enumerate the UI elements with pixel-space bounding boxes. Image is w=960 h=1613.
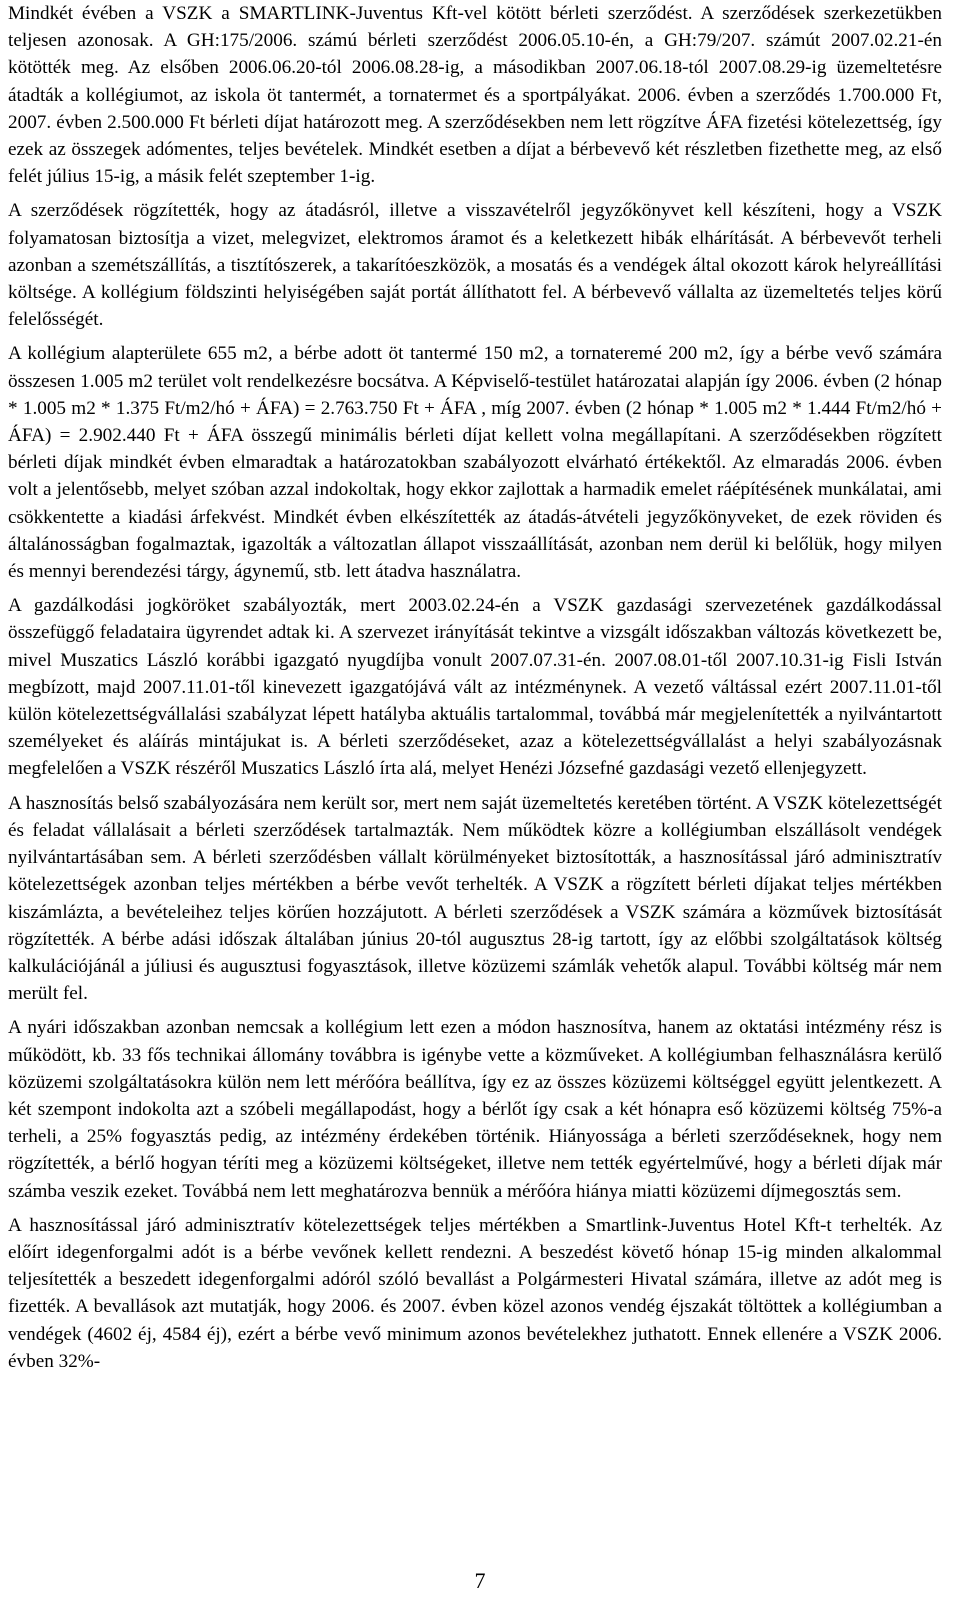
document-page: [8, 0, 942, 1382]
page-number: 7: [474, 1568, 486, 1593]
paragraph-tourist-tax: A hasznosítással járó adminisztratív kötelezettségek teljes mértékben a Smartlink-Juventus Hotel Kft-t terhelték. Az előírt idegenforgalmi adót is a bérbe vevőnek kellett rendezni. A beszedést követő hónap 15-ig minden alkalommal teljesítették a beszedett idegenforgalmi adóról szóló bevallást a Polgármesteri Hivatal számára, illetve az adót meg is fizették. A bevallások azt mutatják, hogy 2006. és 2007. évben közel azonos vendég éjszakát töltöttek a kollégiumban a vendégek (4602 éj, 4584 éj), ezért a bérbe vevő minimum azonos bevételekhez juthatott. Ennek ellenére a VSZK 2006. évben 32%-: [8, 1214, 942, 1372]
paragraph-summer-utilities: A nyári időszakban azonban nemcsak a kollégium lett ezen a módon hasznosítva, hanem az oktatási intézmény rész is működött, kb. 33 fős technikai állomány továbbra is igénybe vette a közműveket. A kollégiumban felhasználásra kerülő közüzemi szolgáltatásokra külön nem lett mérőóra beállítva, így ez az összes közüzemi költséggel együtt jelentkezett. A két szempont indokolta azt a szóbeli megállapodást, hogy a bérlőt így csak a két hónapra eső közüzemi költség 75%-a terheli, a 25% fogyasztás pedig, az intézmény érdekében történik. Hiányossága a bérleti szerződéseknek, hogy nem rögzítették, a bérlő hogyan téríti meg a közüzemi költségeket, illetve nem tették egyértelművé, hogy a bérleti díjak már számba veszik ezeket. Továbbá nem lett meghatározva bennük a mérőóra hiánya miatti közüzemi díjmegosztás sem.: [8, 1017, 942, 1202]
paragraph-floor-area-rent: A kollégium alapterülete 655 m2, a bérbe adott öt tantermé 150 m2, a tornateremé 200 m2, így a bérbe vevő számára összesen 1.005 m2 terület volt rendelkezésre bocsátva. A Képviselő-testület határozatai alapján így 2006. évben (2 hónap * 1.005 m2 * 1.375 Ft/m2/hó + ÁFA) = 2.763.750 Ft + ÁFA , míg 2007. évben (2 hónap * 1.005 m2 * 1.444 Ft/m2/hó + ÁFA) = 2.902.440 Ft + ÁFA összegű minimális bérleti díjat kellett volna megállapítani. A szerződésekben rögzített bérleti díjak mindkét évben elmaradtak a határozatokban szabályozott elvárható értékektől. Az elmaradás 2006. évben volt a jelentősebb, melyet szóban azzal indokoltak, hogy ekkor zajlottak a harmadik emelet ráépítésének munkálatai, ami csökkentette a kiadási árfekvést. Mindkét évben elkészítették az átadás-átvételi jegyzőkönyveket, de ezek röviden és általánosságban fogalmaztak, igazolták a változatlan állapot visszaállítását, azonban nem derül ki belőlük, hogy milyen és mennyi berendezési tárgy, ágynemű, stb. lett átadva használatra.: [8, 343, 942, 583]
paragraph-utilization-rules: A hasznosítás belső szabályozására nem került sor, mert nem saját üzemeltetés keretében történt. A VSZK kötelezettségét és feladat vállalásait a bérleti szerződések tartalmazták. Nem működtek közre a kollégiumban elszállásolt vendégek nyilvántartásában sem. A bérleti szerződésben vállalt körülményeket biztosították, a hasznosítással járó adminisztratív kötelezettségek azonban teljes mértékben a bérbe vevőt terhelték. A VSZK a rögzített bérleti díjakat teljes mértékben kiszámlázta, a bevételeihez teljes körűen hozzájutott. A bérleti szerződések a VSZK számára a közművek biztosítását rögzítették. A bérbe adási időszak általában június 20-tól augusztus 28-ig tartott, így az előbbi szolgáltatások költség kalkulációjánál a júliusi és augusztusi fogyasztások, illetve közüzemi számlák vehetők alapul. További költség már nem merült fel.: [8, 792, 942, 1005]
paragraph-contract-terms: A szerződések rögzítették, hogy az átadásról, illetve a visszavételről jegyzőkönyvet kell készíteni, hogy a VSZK folyamatosan biztosítja a vizet, melegvizet, elektromos áramot és a keletkezett hibák elhárítását. A bérbevevőt terheli azonban a szemétszállítás, a tisztítószerek, a takarítóeszközök, a mosatás és a vendégek által okozott károk helyreállítási költsége. A kollégium földszinti helyiségében saját portát állíthatott fel. A bérbevevő vállalta az üzemeltetés teljes körű felelősségét.: [8, 200, 942, 331]
paragraph-lease-contracts: Mindkét évében a VSZK a SMARTLINK-Juventus Kft-vel kötött bérleti szerződést. A szerződések szerkezetükben teljesen azonosak. A GH:175/2006. számú bérleti szerződést 2006.05.10-én, a GH:79/207. számút 2007.02.21-én kötötték meg. Az elsőben 2006.06.20-tól 2006.08.28-ig, a másodikban 2007.06.18-tól 2007.08.29-ig üzemeltetésre átadták a kollégiumot, az iskola öt tantermét, a tornatermet és a sportpályákat. 2006. évben a szerződés 1.700.000 Ft, 2007. évben 2.500.000 Ft bérleti díjat határozott meg. A szerződésekben nem lett rögzítve ÁFA fizetési kötelezettség, így ezek az összegek adómentes, teljes bevételek. Mindkét esetben a díjat a bérbevevő két részletben fizethette meg, az első felét július 15-ig, a másik felét szeptember 1-ig.: [8, 3, 942, 188]
paragraph-management-authority: A gazdálkodási jogköröket szabályozták, mert 2003.02.24-én a VSZK gazdasági szervezetének gazdálkodással összefüggő feladataira ügyrendet adtak ki. A szervezet irányítását tekintve a vizsgált időszakban változás következett be, mivel Muszatics László korábbi igazgató nyugdíjba vonult 2007.07.31-én. 2007.08.01-től 2007.10.31-ig Fisli István megbízott, majd 2007.11.01-től kinevezett igazgatójává vált az intézménynek. A vezető váltással ezért 2007.11.01-től külön kötelezettségvállalási szabályzat lépett hatályba aktuális tartalommal, továbbá már megjelenítették a nyilvántartott személyeket és aláírás mintájukat is. A bérleti szerződéseket, azaz a kötelezettségvállalást a helyi szabályozásnak megfelelően a VSZK részéről Muszatics László írta alá, melyet Henézi Józsefné gazdasági vezető ellenjegyzett.: [8, 595, 942, 780]
